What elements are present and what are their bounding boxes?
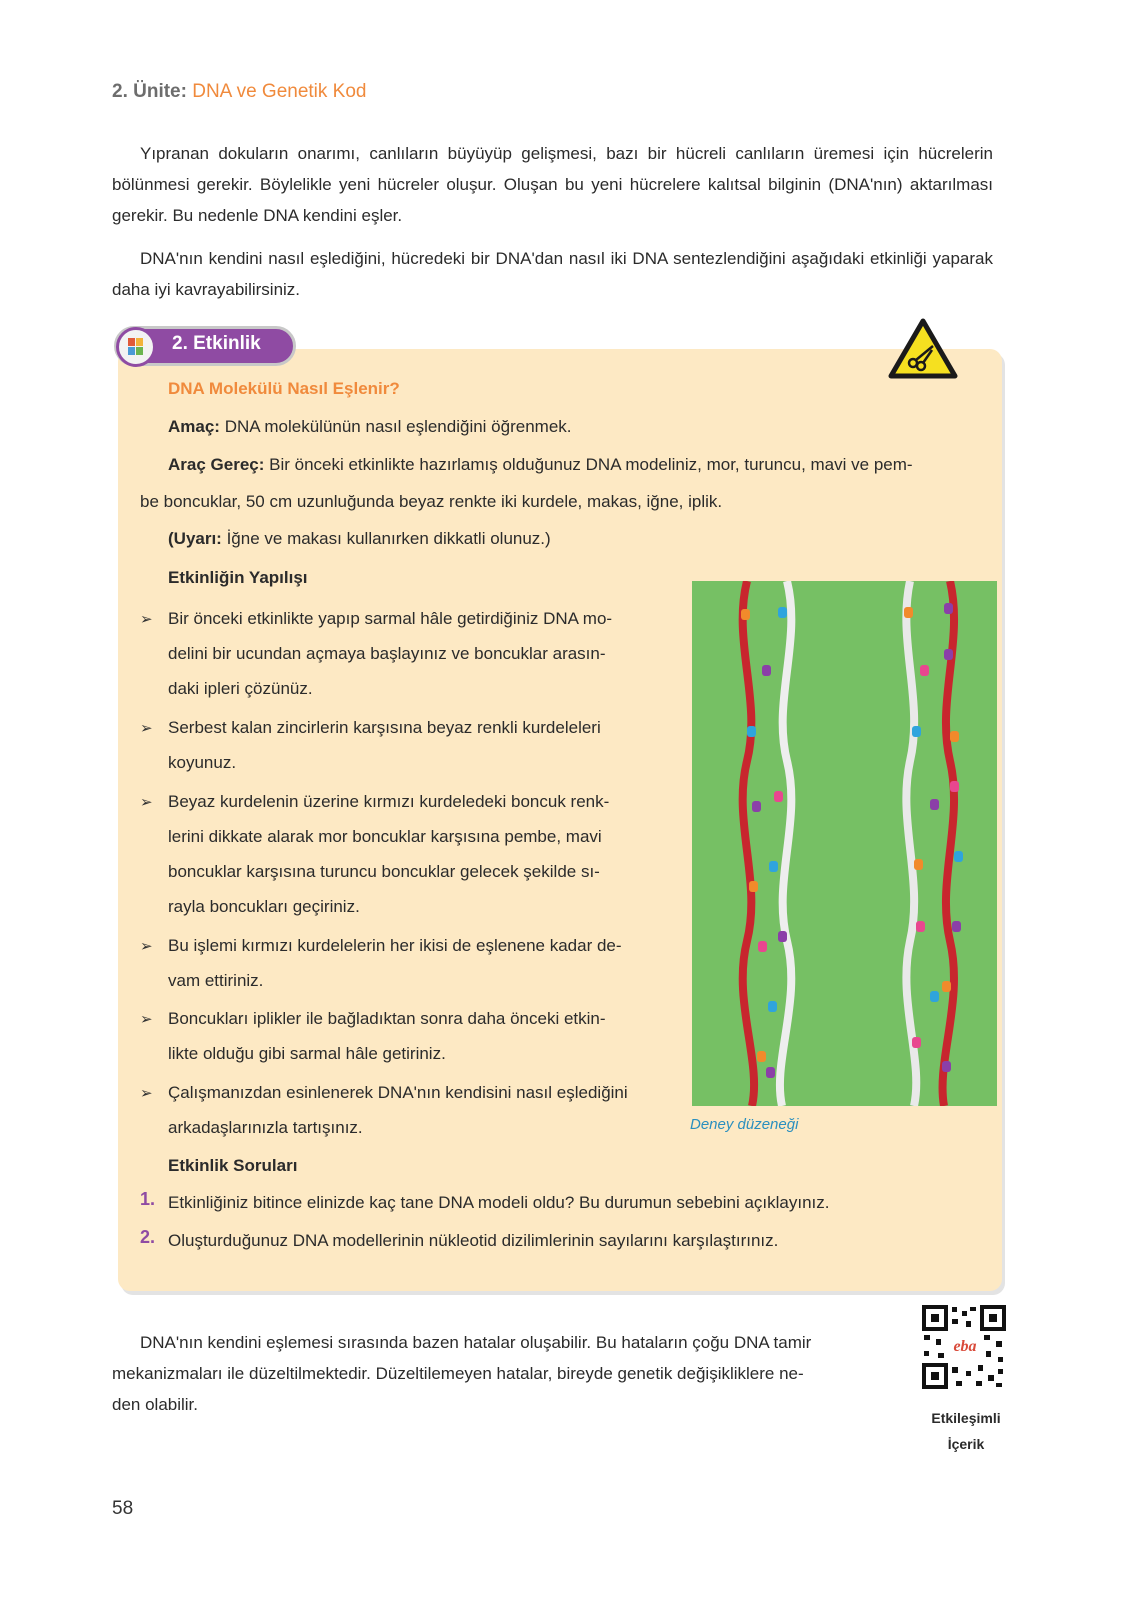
eba-logo: eba [953,1338,977,1355]
page-number: 58 [112,1498,134,1519]
closing-line-2: mekanizmaları ile düzeltilmektedir. Düzeltilemeyen hatalar, bireyde genetik değişikliklere ne- [112,1364,804,1383]
photo-caption: Deney düzeneği [690,1116,799,1133]
step-4-line-2: vam ettiriniz. [168,971,264,990]
procedure-title: Etkinliğin Yapılışı [168,568,308,587]
step-2-line-1: Serbest kalan zincirlerin karşısına beyaz renkli kurdeleleri [168,718,601,737]
arrow-bullet-icon: ➢ [140,720,153,737]
qr-code-icon[interactable] [922,1305,1006,1389]
step-6-line-1: Çalışmanızdan esinlenerek DNA'nın kendisini nasıl eşlediğini [168,1083,628,1102]
activity-badge-label: 2. Etkinlik [172,333,261,354]
unit-number: 2. Ünite: [112,81,187,102]
activity-title: DNA Molekülü Nasıl Eşlenir? [168,379,400,398]
step-3-line-1: Beyaz kurdelenin üzerine kırmızı kurdeledeki boncuk renk- [168,792,610,811]
qr-label-line-2: İçerik [947,1436,985,1452]
step-1-line-3: daki ipleri çözünüz. [168,679,313,698]
materials-line-2: be boncuklar, 50 cm uzunluğunda beyaz renkte iki kurdele, makas, iğne, iplik. [140,492,723,511]
question-2-number: 2. [140,1227,156,1247]
question-1-number: 1. [140,1189,156,1209]
step-5-line-2: likte olduğu gibi sarmal hâle getiriniz. [168,1044,446,1063]
question-2-text: Oluşturduğunuz DNA modellerinin nükleotid dizilimlerinin sayılarını karşılaştırınız. [168,1231,779,1250]
materials-label: Araç Gereç: [168,455,265,474]
arrow-bullet-icon: ➢ [140,794,153,811]
warning-line [168,527,551,551]
step-3-line-2: lerini dikkate alarak mor boncuklar karşısına pembe, mavi [168,827,602,846]
unit-heading [112,81,367,103]
dna-ribbon-photo [692,581,997,1106]
step-6-line-2: arkadaşlarınızla tartışınız. [168,1118,363,1137]
question-1-text: Etkinliğiniz bitince elinizde kaç tane DNA modeli oldu? Bu durumun sebebini açıklayınız. [168,1193,830,1212]
closing-line-3: den olabilir. [112,1395,199,1414]
step-1-line-2: delini bir ucundan açmaya başlayınız ve boncuklar arasın- [168,644,606,663]
materials-text-1: Bir önceki etkinlikte hazırlamış olduğunuz DNA modeliniz, mor, turuncu, mavi ve pem- [264,455,913,474]
qr-label-line-1: Etkileşimli [931,1410,1001,1426]
step-3-line-3: boncuklar karşısına turuncu boncuklar gelecek şekilde sı- [168,862,600,881]
questions-title: Etkinlik Soruları [168,1156,298,1175]
arrow-bullet-icon: ➢ [140,938,153,955]
step-4-line-1: Bu işlemi kırmızı kurdelelerin her ikisi de eşlenene kadar de- [168,936,622,955]
arrow-bullet-icon: ➢ [140,1085,153,1102]
step-1-line-1: Bir önceki etkinlikte yapıp sarmal hâle getirdiğiniz DNA mo- [168,609,613,628]
aim-label: Amaç: [168,417,220,436]
qr-label [914,1405,1018,1457]
intro-paragraph-1: Yıpranan dokuların onarımı, canlıların büyüyüp gelişmesi, bazı bir hücreli canlıların üremesi için hücrelerin bölünmesi gerekir. Böylelikle yeni hücreler oluşur. Oluşan bu yeni hücrelere kalıtsal bilginin (DNA'nın) aktarılması gerekir. Bu nedenle DNA kendini eşler. [112,144,993,225]
step-3-line-4: rayla boncukları geçiriniz. [168,897,360,916]
aim-line [168,415,572,439]
aim-text: DNA molekülünün nasıl eşlendiğini öğrenmek. [219,417,572,436]
closing-line-1: DNA'nın kendini eşlemesi sırasında bazen hatalar oluşabilir. Bu hataların çoğu DNA tamir [140,1333,812,1352]
materials-line-1 [168,453,913,477]
warning-label: (Uyarı: [168,529,222,548]
arrow-bullet-icon: ➢ [140,1011,153,1028]
warning-text: İğne ve makası kullanırken dikkatli olunuz.) [221,529,551,548]
unit-name: DNA ve Genetik Kod [192,81,367,102]
scissors-warning-icon [888,318,958,380]
step-5-line-1: Boncukları iplikler ile bağladıktan sonra daha önceki etkin- [168,1009,606,1028]
activity-badge-icon [116,327,156,367]
step-2-line-2: koyunuz. [168,753,237,772]
arrow-bullet-icon: ➢ [140,611,153,628]
intro-paragraph-2: DNA'nın kendini nasıl eşlediğini, hücredeki bir DNA'dan nasıl iki DNA sentezlendiğini aşağıdaki etkinliği yaparak daha iyi kavrayabilirsiniz. [112,249,993,299]
